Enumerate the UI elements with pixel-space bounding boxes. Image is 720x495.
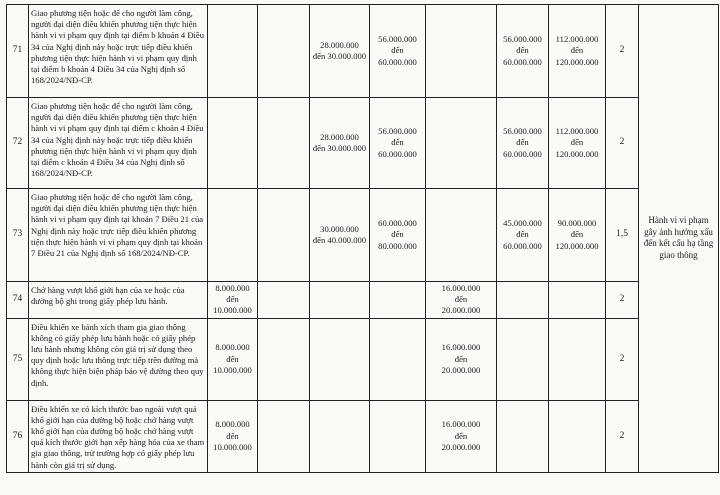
violation-description: Giao phương tiện hoặc để cho người làm công, người đại diện điều khiển phương tiện thực hiện hành vi vi phạm quy định tại điểm c khoản 4 Điều 34 của Nghị định này hoặc trực tiếp điều khiển phương tiện thực hiện hành vi vi phạm quy định tại điểm c khoản 4 Điều 34 của Nghị định số 168/2024/NĐ-CP. bbox=[29, 98, 208, 189]
fine-cell: 16.000.000 đến 20.000.000 bbox=[426, 318, 497, 400]
fine-cell: 90.000.000 đến 120.000.000 bbox=[549, 189, 606, 282]
fine-cell: 8.000.000 đến 10.000.000 bbox=[208, 400, 258, 472]
group-note: Hành vi vi phạm gây ảnh hưởng xấu đến kết cấu hạ tầng giao thông bbox=[639, 5, 719, 473]
multiplier-cell: 2 bbox=[606, 400, 639, 472]
fine-cell: 112.000.000 đến 120.000.000 bbox=[549, 98, 606, 189]
violation-description: Giao phương tiện hoặc để cho người làm công, người đại diện điều khiển phương tiện thực hiện hành vi vi phạm quy định tại khoản 7 Điều 21 của Nghị định này hoặc trực tiếp điều khiển phương tiện thực hiện hành vi vi phạm quy định tại khoản 7 Điều 21 của Nghị định số 168/2024/NĐ-CP. bbox=[29, 189, 208, 282]
violation-description: Giao phương tiện hoặc để cho người làm công, người đại diện điều khiển phương tiện thực hiện hành vi vi phạm quy định tại điểm b khoản 4 Điều 34 của Nghị định này hoặc trực tiếp điều khiển phương tiện thực hiện hành vi vi phạm quy định tại điểm b khoản 4 Điều 34 của Nghị định số 168/2024/NĐ-CP. bbox=[29, 5, 208, 98]
fine-cell: 28.000.000 đến 30.000.000 bbox=[310, 98, 370, 189]
fine-cell bbox=[426, 5, 497, 98]
fine-cell: 8.000.000 đến 10.000.000 bbox=[208, 282, 258, 319]
fine-cell bbox=[208, 5, 258, 98]
row-number: 76 bbox=[7, 400, 29, 472]
fine-cell bbox=[549, 318, 606, 400]
multiplier-cell: 2 bbox=[606, 318, 639, 400]
multiplier-cell: 2 bbox=[606, 5, 639, 98]
table-row bbox=[7, 318, 719, 400]
fine-cell bbox=[549, 400, 606, 472]
fine-cell bbox=[426, 98, 497, 189]
row-number: 75 bbox=[7, 318, 29, 400]
penalty-table bbox=[6, 4, 719, 473]
violation-description: Chở hàng vượt khổ giới hạn của xe hoặc của đường bộ ghi trong giấy phép lưu hành. bbox=[29, 282, 208, 319]
fine-cell bbox=[426, 189, 497, 282]
fine-cell: 16.000.000 đến 20.000.000 bbox=[426, 282, 497, 319]
table-row bbox=[7, 5, 719, 98]
fine-cell bbox=[549, 282, 606, 319]
fine-cell: 28.000.000 đến 30.000.000 bbox=[310, 5, 370, 98]
fine-cell bbox=[258, 5, 310, 98]
table-row bbox=[7, 189, 719, 282]
fine-cell bbox=[208, 189, 258, 282]
fine-cell bbox=[258, 282, 310, 319]
multiplier-cell: 2 bbox=[606, 282, 639, 319]
fine-cell bbox=[310, 318, 370, 400]
table-row bbox=[7, 98, 719, 189]
fine-cell: 60.000.000 đến 80.000.000 bbox=[370, 189, 426, 282]
fine-cell bbox=[310, 282, 370, 319]
fine-cell bbox=[497, 318, 549, 400]
fine-cell: 112.000.000 đến 120.000.000 bbox=[549, 5, 606, 98]
fine-cell: 8.000.000 đến 10.000.000 bbox=[208, 318, 258, 400]
fine-cell: 45.000.000 đến 60.000.000 bbox=[497, 189, 549, 282]
table-row bbox=[7, 282, 719, 319]
fine-cell bbox=[370, 282, 426, 319]
fine-cell bbox=[310, 400, 370, 472]
multiplier-cell: 2 bbox=[606, 98, 639, 189]
table-row bbox=[7, 400, 719, 472]
fine-cell: 30.000.000 đến 40.000.000 bbox=[310, 189, 370, 282]
fine-cell bbox=[208, 98, 258, 189]
row-number: 71 bbox=[7, 5, 29, 98]
row-number: 72 bbox=[7, 98, 29, 189]
fine-cell: 56.000.000 đến 60.000.000 bbox=[497, 98, 549, 189]
fine-cell bbox=[258, 400, 310, 472]
fine-cell: 56.000.000 đến 60.000.000 bbox=[370, 98, 426, 189]
violation-description: Điều khiển xe có kích thước bao ngoài vượt quá khổ giới hạn của đường bộ hoặc chở hàng vượt khổ giới hạn của đường bộ hoặc chở hàng vượt quá kích thước giới hạn xếp hàng hóa của xe tham gia giao thông, trừ trường hợp có giấy phép lưu hành còn giá trị sử dụng. bbox=[29, 400, 208, 472]
fine-cell bbox=[258, 98, 310, 189]
fine-cell bbox=[370, 318, 426, 400]
fine-cell bbox=[258, 189, 310, 282]
multiplier-cell: 1,5 bbox=[606, 189, 639, 282]
fine-cell bbox=[497, 400, 549, 472]
fine-cell bbox=[258, 318, 310, 400]
violation-description: Điều khiển xe bánh xích tham gia giao thông không có giấy phép lưu hành hoặc có giấy phép lưu hành nhưng không còn giá trị sử dụng theo quy định hoặc lưu thông trực tiếp trên đường mà không thực hiện biện pháp bảo vệ đường theo quy định. bbox=[29, 318, 208, 400]
fine-cell: 56.000.000 đến 60.000.000 bbox=[370, 5, 426, 98]
fine-cell bbox=[370, 400, 426, 472]
row-number: 74 bbox=[7, 282, 29, 319]
row-number: 73 bbox=[7, 189, 29, 282]
fine-cell bbox=[497, 282, 549, 319]
fine-cell: 56.000.000 đến 60.000.000 bbox=[497, 5, 549, 98]
fine-cell: 16.000.000 đến 20.000.000 bbox=[426, 400, 497, 472]
